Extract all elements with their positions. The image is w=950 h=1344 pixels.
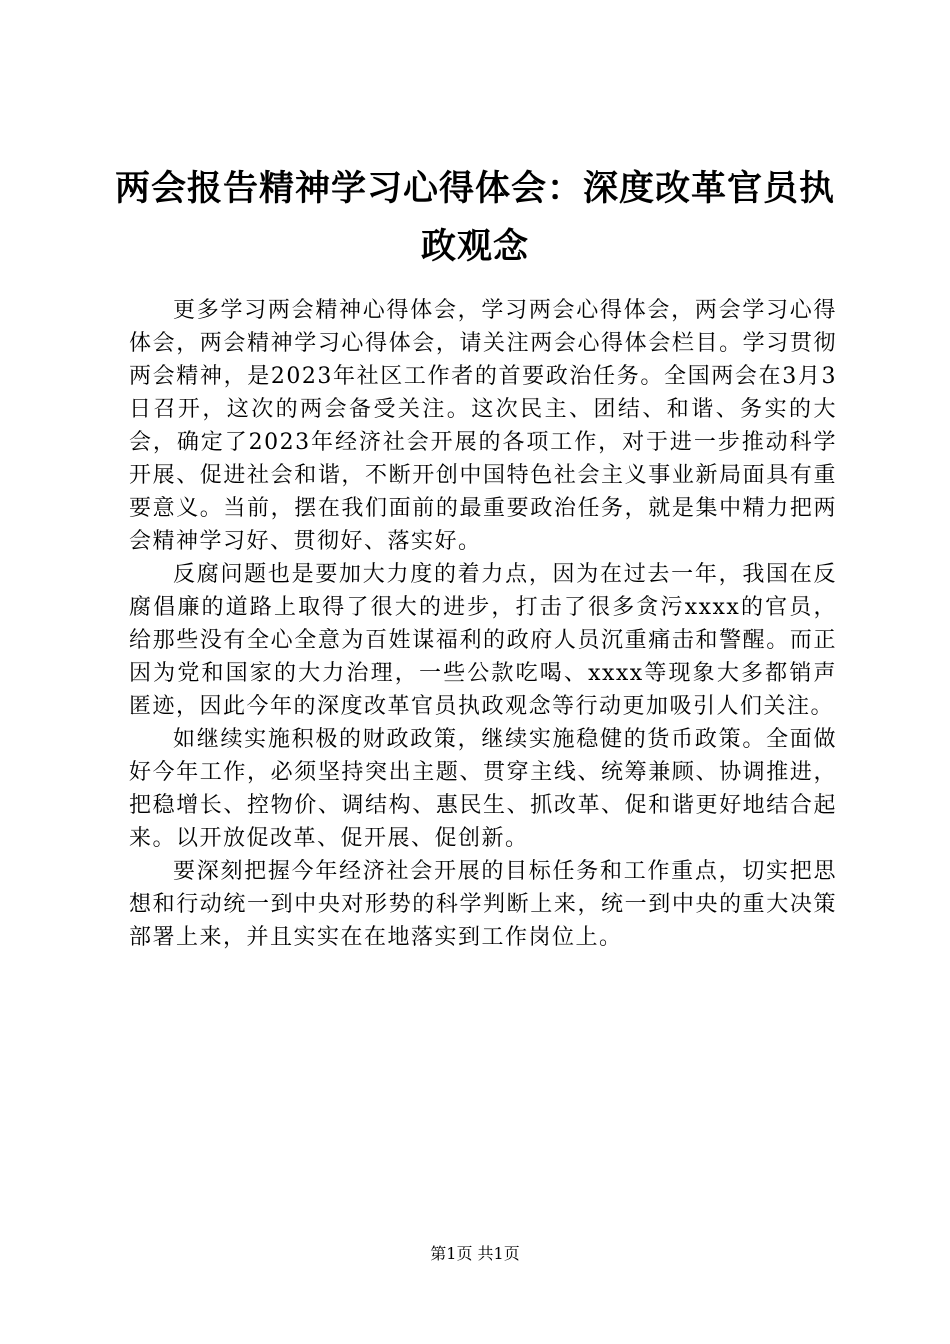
document-body [129,294,837,954]
document-title: 两会报告精神学习心得体会：深度改革官员执政观念 [114,169,835,267]
page-number-footer: 第1页 共1页 [430,1244,520,1263]
paragraph-1: 更多学习两会精神心得体会，学习两会心得体会，两会学习心得体会，两会精神学习心得体会，请关注两会心得体会栏目。学习贯彻两会精神，是2023年社区工作者的首要政治任务。全国两会在3月3日召开，这次的两会备受关注。这次民主、团结、和谐、务实的大会，确定了2023年经济社会开展的各项工作，对于进一步推动科学开展、促进社会和谐，不断开创中国特色社会主义事业新局面具有重要意义。当前，摆在我们面前的最重要政治任务，就是集中精力把两会精神学习好、贯彻好、落实好。 [129,298,837,554]
paragraph-3: 如继续实施积极的财政政策，继续实施稳健的货币政策。全面做好今年工作，必须坚持突出主题、贯穿主线、统筹兼顾、协调推进，把稳增长、控物价、调结构、惠民生、抓改革、促和谐更好地结合起来。以开放促改革、促开展、促创新。 [129,727,837,851]
paragraph-2: 反腐问题也是要加大力度的着力点，因为在过去一年，我国在反腐倡廉的道路上取得了很大的进步，打击了很多贪污xxxx的官员，给那些没有全心全意为百姓谋福利的政府人员沉重痛击和警醒。而正因为党和国家的大力治理，一些公款吃喝、xxxx等现象大多都销声匿迹，因此今年的深度改革官员执政观念等行动更加吸引人们关注。 [129,562,837,719]
paragraph-4: 要深刻把握今年经济社会开展的目标任务和工作重点，切实把思想和行动统一到中央对形势的科学判断上来，统一到中央的重大决策部署上来，并且实实在在地落实到工作岗位上。 [129,859,837,950]
